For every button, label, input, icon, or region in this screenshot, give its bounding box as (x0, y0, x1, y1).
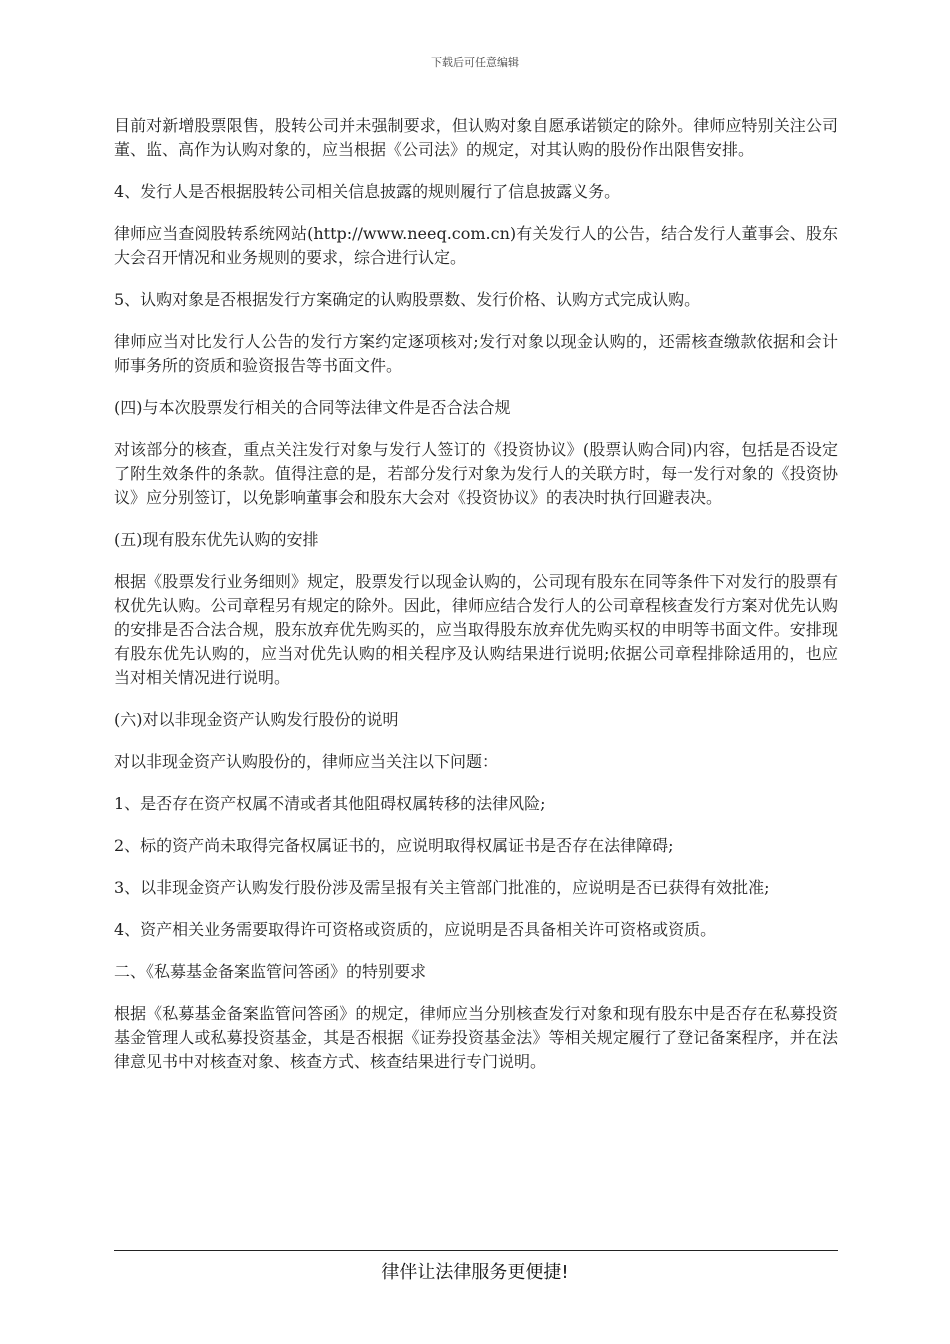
paragraph-investment-agreement: 对该部分的核查，重点关注发行对象与发行人签订的《投资协议》(股票认购合同)内容，包括是否设定了附生效条件的条款。值得注意的是，若部分发行对象为发行人的关联方时，每一发行对象的《投资协议》应分别签订，以免影响董事会和股东大会对《投资协议》的表决时执行回避表决。 (114, 440, 838, 507)
paragraph-verify-plan: 律师应当对比发行人公告的发行方案约定逐项核对;发行对象以现金认购的，还需核查缴款依据和会计师事务所的资质和验资报告等书面文件。 (114, 332, 838, 375)
section-5-heading: (五)现有股东优先认购的安排 (114, 530, 319, 549)
item-5-subscription: 5、认购对象是否根据发行方案确定的认购股票数、发行价格、认购方式完成认购。 (114, 290, 701, 309)
section-4-heading: (四)与本次股票发行相关的合同等法律文件是否合法合规 (114, 398, 511, 417)
paragraph-restriction: 目前对新增股票限售，股转公司并未强制要求，但认购对象自愿承诺锁定的除外。律师应特别关注公司董、监、高作为认购对象的，应当根据《公司法》的规定，对其认购的股份作出限售安排。 (114, 116, 838, 159)
document-body (114, 114, 838, 1092)
page-header: 下载后可任意编辑 (431, 56, 519, 69)
list-item-1: 1、是否存在资产权属不清或者其他阻碍权属转移的法律风险; (114, 794, 546, 813)
paragraph-neeq-website: 律师应当查阅股转系统网站(http://www.neeq.com.cn)有关发行人的公告，结合发行人董事会、股东大会召开情况和业务规则的要求，综合进行认定。 (114, 224, 838, 267)
section-2-heading: 二、《私募基金备案监管问答函》的特别要求 (114, 962, 427, 981)
list-item-3: 3、以非现金资产认购发行股份涉及需呈报有关主管部门批准的，应说明是否已获得有效批准; (114, 878, 770, 897)
footer-slogan: 律伴让法律服务更便捷! (381, 1262, 569, 1283)
list-item-2: 2、标的资产尚未取得完备权属证书的，应说明取得权属证书是否存在法律障碍; (114, 836, 674, 855)
list-item-4: 4、资产相关业务需要取得许可资格或资质的，应说明是否具备相关许可资格或资质。 (114, 920, 717, 939)
section-6-heading: (六)对以非现金资产认购发行股份的说明 (114, 710, 399, 729)
footer-divider (114, 1250, 838, 1251)
paragraph-preemptive-rights: 根据《股票发行业务细则》规定，股票发行以现金认购的，公司现有股东在同等条件下对发行的股票有权优先认购。公司章程另有规定的除外。因此，律师应结合发行人的公司章程核查发行方案对优先认购的安排是否合法合规，股东放弃优先购买的，应当取得股东放弃优先购买权的申明等书面文件。安排现有股东优先认购的，应当对优先认购的相关程序及认购结果进行说明;依据公司章程排除适用的，也应当对相关情况进行说明。 (114, 572, 838, 687)
paragraph-private-fund: 根据《私募基金备案监管问答函》的规定，律师应当分别核查发行对象和现有股东中是否存在私募投资基金管理人或私募投资基金，其是否根据《证券投资基金法》等相关规定履行了登记备案程序，并在法律意见书中对核查对象、核查方式、核查结果进行专门说明。 (114, 1004, 838, 1071)
item-4-disclosure: 4、发行人是否根据股转公司相关信息披露的规则履行了信息披露义务。 (114, 182, 621, 201)
paragraph-non-cash-intro: 对以非现金资产认购股份的，律师应当关注以下问题： (114, 752, 499, 771)
